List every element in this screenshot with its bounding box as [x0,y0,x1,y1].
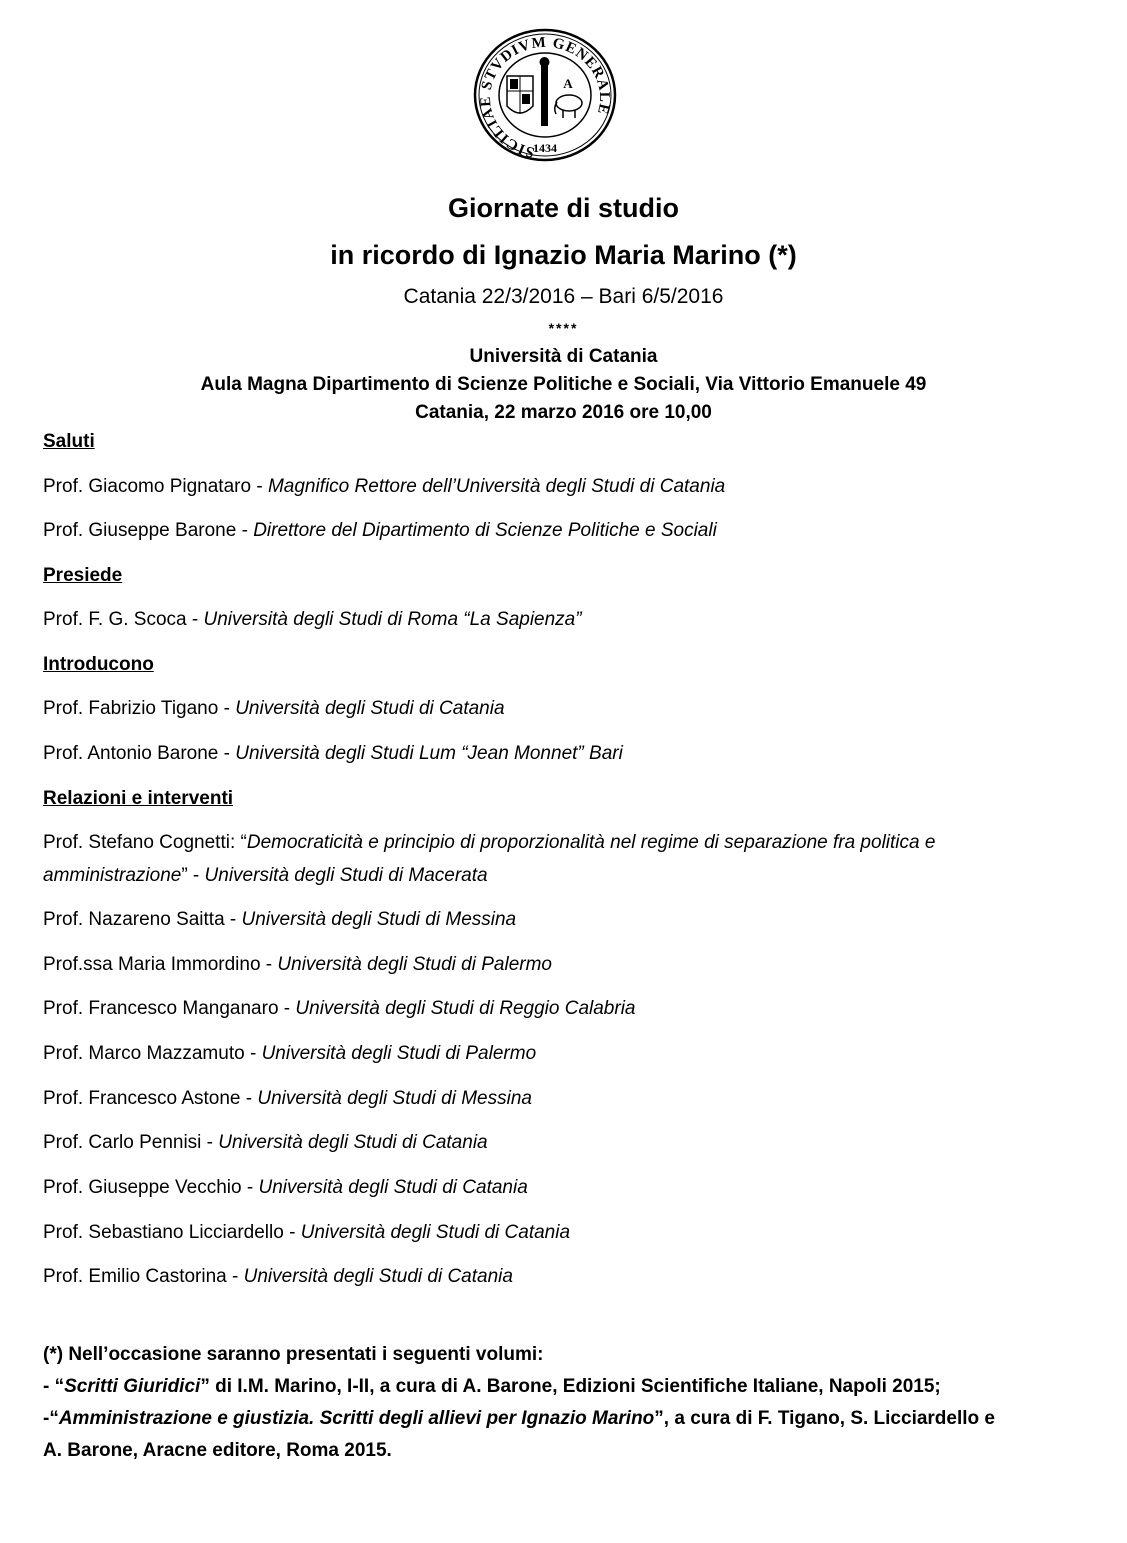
volume-details: ” di I.M. Marino, I-II, a cura di A. Barone, Edizioni Scientifiche Italiane, Napoli 2015; [200,1376,941,1397]
footnote-volume-2 [43,1408,995,1430]
speaker-name: Prof. Fabrizio Tigano [43,698,219,719]
speaker-name: Prof. Giuseppe Barone [43,520,237,541]
list-item [43,998,635,1020]
speaker-affiliation: Università degli Studi di Reggio Calabria [295,998,636,1019]
university-seal-icon [473,28,617,162]
footnote-intro: (*) Nell’occasione saranno presentati i seguenti volumi: [43,1344,544,1365]
speaker-name: Prof.ssa Maria Immordino [43,954,261,975]
speaker-affiliation: Università degli Studi di Macerata [204,865,488,886]
separator: - [201,1132,219,1153]
separator: - [251,476,268,497]
speaker-affiliation: Università degli Studi di Catania [218,1132,488,1153]
speaker-affiliation: Università degli Studi di Roma “La Sapienza” [203,609,582,630]
separator: ” - [181,865,205,886]
list-item [43,520,717,542]
separator: - [278,998,296,1019]
speaker-name: Prof. Nazareno Saitta [43,909,225,930]
volume-title: Amministrazione e giustizia. Scritti degli allievi per Ignazio Marino [58,1408,655,1429]
title-line-1: Giornate di studio [447,193,679,223]
talk-title: amministrazione [43,865,182,886]
seal-letter: A [563,76,573,91]
event-dates: Catania 22/3/2016 – Bari 6/5/2016 [403,285,724,308]
title-line-2: in ricordo di Ignazio Maria Marino (*) [330,240,797,270]
list-item [43,1222,570,1244]
separator: - [218,698,236,719]
speaker-affiliation: Università degli Studi di Catania [235,698,505,719]
list-item [43,1266,513,1288]
speaker-name: Prof. F. G. Scoca [43,609,187,630]
speaker-affiliation: Università degli Studi di Palermo [277,954,552,975]
separator: - [244,1043,262,1064]
separator: - “ [43,1376,65,1397]
separator: -“ [43,1408,59,1429]
speaker-name: Prof. Marco Mazzamuto [43,1043,245,1064]
list-item [43,1177,528,1199]
heading-relazioni: Relazioni e interventi [43,788,234,809]
volume-details: ”, a cura di F. Tigano, S. Licciardello e [654,1408,995,1429]
footnote-volume-1 [43,1376,941,1398]
speaker-affiliation: Università degli Studi Lum “Jean Monnet” Bari [235,743,623,764]
separator: - [260,954,278,975]
speaker-affiliation: Università degli Studi di Catania [258,1177,528,1198]
list-item [43,609,582,631]
volume-title: Scritti Giuridici [64,1376,201,1397]
speaker-affiliation: Università degli Studi di Catania [300,1222,571,1243]
separator: - [240,1088,258,1109]
venue-date-time: Catania, 22 marzo 2016 ore 10,00 [415,402,712,423]
speaker-affiliation: Università degli Studi di Palermo [261,1043,537,1064]
seal-year: 1434 [533,141,557,155]
speaker-name: Prof. Francesco Manganaro [43,998,279,1019]
separator: - [241,1177,259,1198]
university-name: Università di Catania [469,346,658,367]
separator: - [186,609,204,630]
speaker-name: Prof. Sebastiano Licciardello [43,1222,284,1243]
heading-presiede: Presiede [43,565,123,586]
speaker-affiliation: Università degli Studi di Messina [257,1088,532,1109]
speaker-name: Prof. Giuseppe Vecchio [43,1177,242,1198]
list-item [43,1132,488,1154]
list-item [43,909,516,931]
list-item [43,954,552,976]
list-item [43,832,935,854]
seal-ring-text: SICILIAE STVDIVM GENERALE [477,34,613,160]
list-item [43,476,725,498]
speaker-name: Prof. Carlo Pennisi [43,1132,202,1153]
separator: - [236,520,254,541]
speaker-name: Prof. Stefano Cognetti: “ [43,832,247,853]
footnote-volume-2-continuation: A. Barone, Aracne editore, Roma 2015. [43,1440,392,1461]
heading-introducono: Introducono [43,654,154,675]
list-item [43,698,505,720]
speaker-name: Prof. Emilio Castorina [43,1266,227,1287]
list-item-continuation [43,865,488,887]
heading-saluti: Saluti [43,431,95,452]
speaker-name: Prof. Antonio Barone [43,743,219,764]
separator: - [283,1222,301,1243]
speaker-affiliation: Università degli Studi di Catania [243,1266,513,1287]
list-item [43,1043,536,1065]
venue-location: Aula Magna Dipartimento di Scienze Politiche e Sociali, Via Vittorio Emanuele 49 [200,374,927,395]
list-item [43,743,623,765]
speaker-affiliation: Magnifico Rettore dell’Università degli Studi di Catania [267,476,726,497]
speaker-affiliation: Università degli Studi di Messina [241,909,517,930]
separator-stars: **** [548,320,579,336]
separator: - [224,909,242,930]
list-item [43,1088,532,1110]
speaker-affiliation: Direttore del Dipartimento di Scienze Politiche e Sociali [253,520,717,541]
separator: - [226,1266,244,1287]
talk-title: Democraticità e principio di proporzionalità nel regime di separazione fra politica e [246,832,936,853]
separator: - [218,743,236,764]
speaker-name: Prof. Francesco Astone [43,1088,241,1109]
speaker-name: Prof. Giacomo Pignataro [43,476,252,497]
